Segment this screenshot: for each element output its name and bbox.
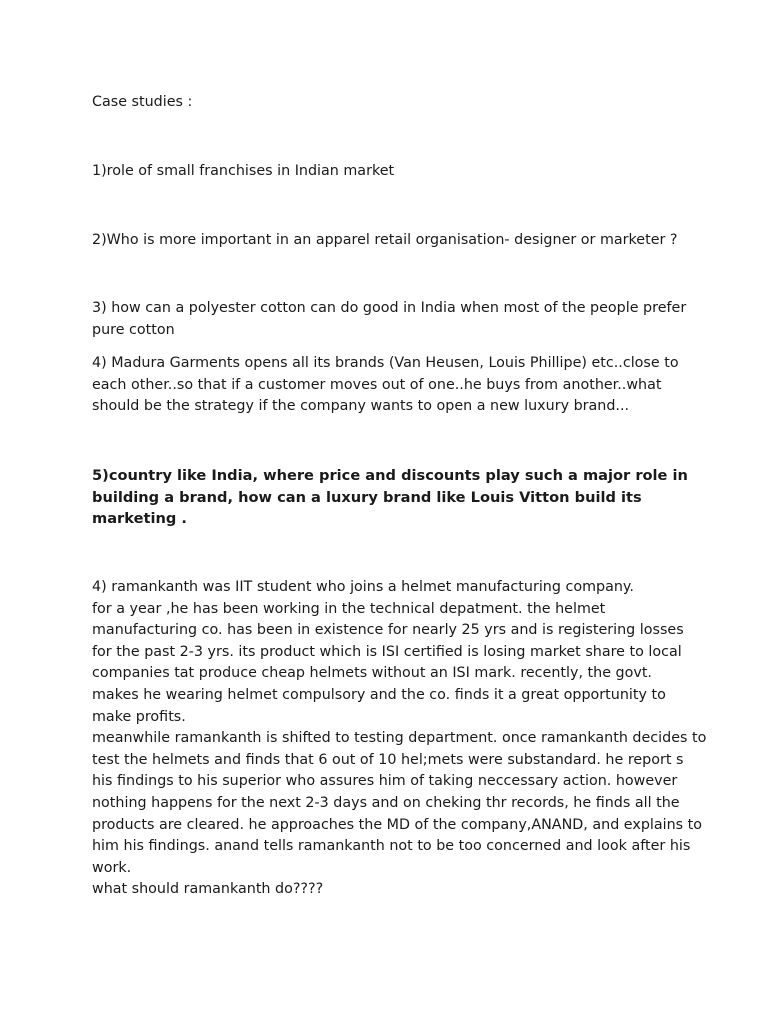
case-study-3 [92, 298, 692, 341]
text-line: work. [92, 859, 132, 876]
text-line: for the past 2-3 yrs. its product which is ISI certified is losing market share to local [92, 643, 682, 660]
text-line: 4) Madura Garments opens all its brands (Van Heusen, Louis Phillipe) etc..close to [92, 355, 679, 371]
heading-line: Case studies : [92, 94, 193, 110]
text-line: nothing happens for the next 2-3 days and on cheking thr records, he finds all the [92, 794, 680, 811]
text-line: building a brand, how can a luxury brand like Louis Vitton build its [92, 488, 642, 506]
text-line: each other..so that if a customer moves out of one..he buys from another..what [92, 376, 662, 393]
text-line: 2)Who is more important in an apparel retail organisation- designer or marketer ? [92, 232, 678, 248]
case-study-2 [92, 230, 692, 252]
case-study-5 [92, 465, 692, 530]
text-line: 3) how can a polyester cotton can do good in India when most of the people prefer [92, 300, 687, 316]
text-line: makes he wearing helmet compulsory and the co. finds it a great opportunity to [92, 686, 666, 703]
text-line: companies tat produce cheap helmets without an ISI mark. recently, the govt. [92, 665, 652, 682]
case-study-ramankanth [92, 577, 707, 901]
text-line: for a year ,he has been working in the technical depatment. the helmet [92, 600, 606, 617]
text-line: should be the strategy if the company wants to open a new luxury brand... [92, 398, 630, 415]
text-line: what should ramankanth do???? [92, 881, 324, 898]
text-line: 5)country like India, where price and discounts play such a major role in [92, 467, 688, 484]
text-line: 4) ramankanth was IIT student who joins a helmet manufacturing company. [92, 579, 634, 595]
text-line: 1)role of small franchises in Indian market [92, 163, 395, 179]
text-line: meanwhile ramankanth is shifted to testing department. once ramankanth decides to [92, 730, 707, 747]
text-line: products are cleared. he approaches the MD of the company,ANAND, and explains to [92, 816, 703, 833]
text-line: him his findings. anand tells ramankanth not to be too concerned and look after his [92, 838, 691, 855]
case-study-1 [92, 161, 692, 183]
text-line: manufacturing co. has been in existence for nearly 25 yrs and is registering losses [92, 622, 684, 639]
text-line: pure cotton [92, 321, 175, 338]
case-study-4 [92, 353, 692, 418]
text-line: make profits. [92, 708, 186, 725]
page-heading [92, 92, 692, 114]
text-line: marketing . [92, 510, 187, 528]
text-line: test the helmets and finds that 6 out of 10 hel;mets were substandard. he report s [92, 751, 684, 768]
text-line: his findings to his superior who assures him of taking neccessary action. however [92, 773, 678, 790]
